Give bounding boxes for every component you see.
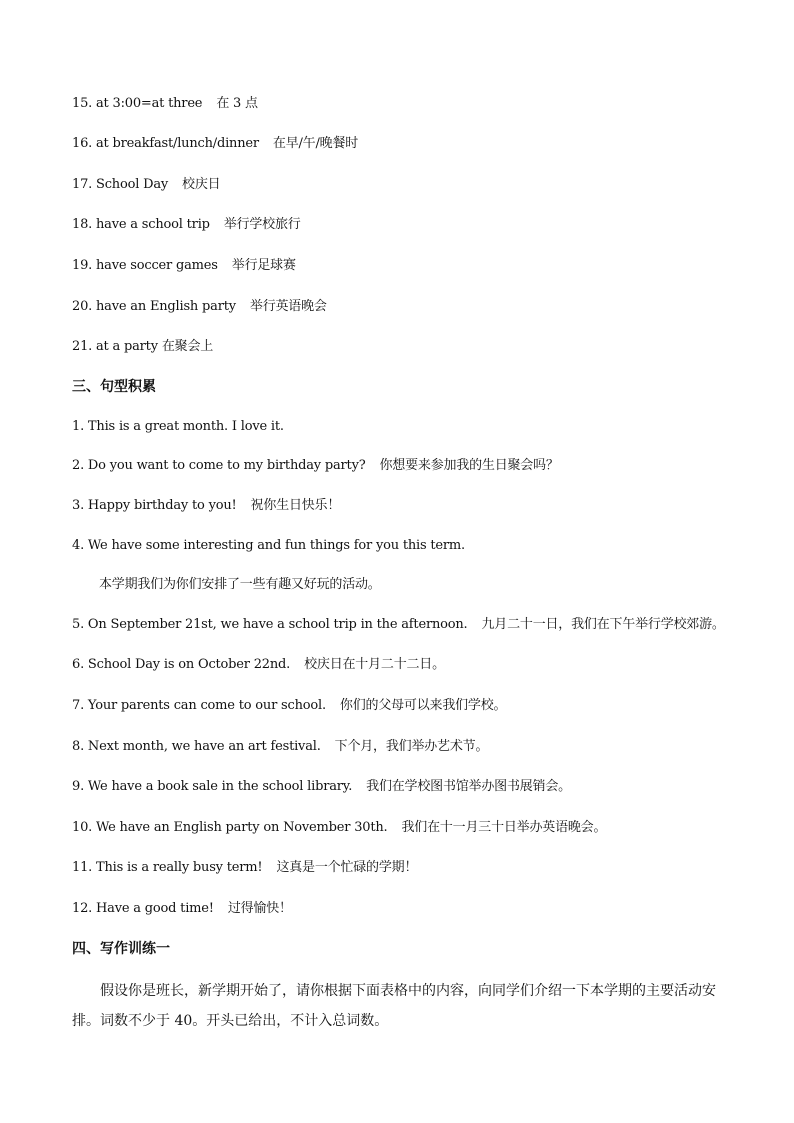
phrase-en: 15. at 3:00=at three xyxy=(72,96,203,111)
phrase-item-17 xyxy=(72,175,220,195)
phrase-en: 19. have soccer games xyxy=(72,258,218,273)
phrase-zh: 校庆日 xyxy=(182,177,221,192)
sentence-en: 5. On September 21st, we have a school trip in the afternoon. xyxy=(72,617,468,632)
sentence-zh: 校庆日在十月二十二日。 xyxy=(304,657,445,672)
phrase-zh: 在聚会上 xyxy=(161,339,214,354)
sentence-zh: 我们在学校图书馆举办图书展销会。 xyxy=(366,779,571,794)
phrase-item-19 xyxy=(72,256,296,276)
phrase-zh: 在早/午/晚餐时 xyxy=(272,136,359,151)
sentence-item-1 xyxy=(72,417,284,437)
sentence-item-2 xyxy=(72,456,559,476)
sentence-en: 4. We have some interesting and fun things for you this term. xyxy=(72,538,465,553)
sentence-zh: 你想要来参加我的生日聚会吗？ xyxy=(379,458,559,473)
phrase-zh: 举行足球赛 xyxy=(231,258,296,273)
phrase-item-21 xyxy=(72,337,213,357)
sentence-en: 11. This is a really busy term! xyxy=(72,860,263,875)
phrase-item-18 xyxy=(72,215,301,235)
phrase-en: 20. have an English party xyxy=(72,299,236,314)
phrase-en: 21. at a party xyxy=(72,339,158,354)
sentence-zh: 这真是一个忙碌的学期！ xyxy=(276,860,418,875)
sentence-zh: 祝你生日快乐！ xyxy=(250,498,341,513)
phrase-item-16 xyxy=(72,134,358,154)
sentence-en: 10. We have an English party on November 30th. xyxy=(72,820,388,835)
sentence-item-7 xyxy=(72,696,506,716)
sentence-en: 12. Have a good time! xyxy=(72,901,214,916)
sentence-zh: 过得愉快！ xyxy=(227,901,292,916)
sentence-item-11 xyxy=(72,858,417,878)
sentence-en: 6. School Day is on October 22nd. xyxy=(72,657,291,672)
phrase-item-15 xyxy=(72,94,258,114)
sentence-zh: 本学期我们为你们安排了一些有趣又好玩的活动。 xyxy=(99,577,381,592)
sentence-zh: 我们在十一月三十日举办英语晚会。 xyxy=(401,820,607,835)
phrase-zh: 在 3 点 xyxy=(216,96,258,111)
section-heading-writing-practice: 四、写作训练一 xyxy=(72,941,170,957)
phrase-en: 18. have a school trip xyxy=(72,217,210,232)
sentence-item-8 xyxy=(72,737,488,757)
phrase-zh: 举行英语晚会 xyxy=(249,299,327,314)
sentence-zh: 下个月，我们举办艺术节。 xyxy=(334,739,489,754)
sentence-item-4-translation xyxy=(99,575,381,595)
sentence-item-10 xyxy=(72,818,606,838)
sentence-item-9 xyxy=(72,777,571,797)
sentence-item-6 xyxy=(72,655,445,675)
sentence-zh: 你们的父母可以来我们学校。 xyxy=(339,698,507,713)
sentence-en: 2. Do you want to come to my birthday party? xyxy=(72,458,366,473)
phrase-en: 17. School Day xyxy=(72,177,169,192)
sentence-item-4 xyxy=(72,536,465,556)
sentence-en: 8. Next month, we have an art festival. xyxy=(72,739,321,754)
sentence-en: 9. We have a book sale in the school library. xyxy=(72,779,353,794)
sentence-item-5 xyxy=(72,615,725,635)
sentence-zh: 九月二十一日，我们在下午举行学校郊游。 xyxy=(481,617,725,632)
phrase-item-20 xyxy=(72,297,327,317)
sentence-item-12 xyxy=(72,899,292,919)
writing-prompt-paragraph: 假设你是班长，新学期开始了，请你根据下面表格中的内容，向同学们介绍一下本学期的主要活动安排。词数不少于 40。开头已给出，不计入总词数。 xyxy=(72,983,716,1029)
sentence-en: 1. This is a great month. I love it. xyxy=(72,419,284,434)
sentence-en: 3. Happy birthday to you! xyxy=(72,498,237,513)
sentence-item-3 xyxy=(72,496,340,516)
phrase-en: 16. at breakfast/lunch/dinner xyxy=(72,136,259,151)
section-heading-sentence-patterns: 三、句型积累 xyxy=(72,379,156,395)
sentence-en: 7. Your parents can come to our school. xyxy=(72,698,326,713)
phrase-zh: 举行学校旅行 xyxy=(223,217,301,232)
